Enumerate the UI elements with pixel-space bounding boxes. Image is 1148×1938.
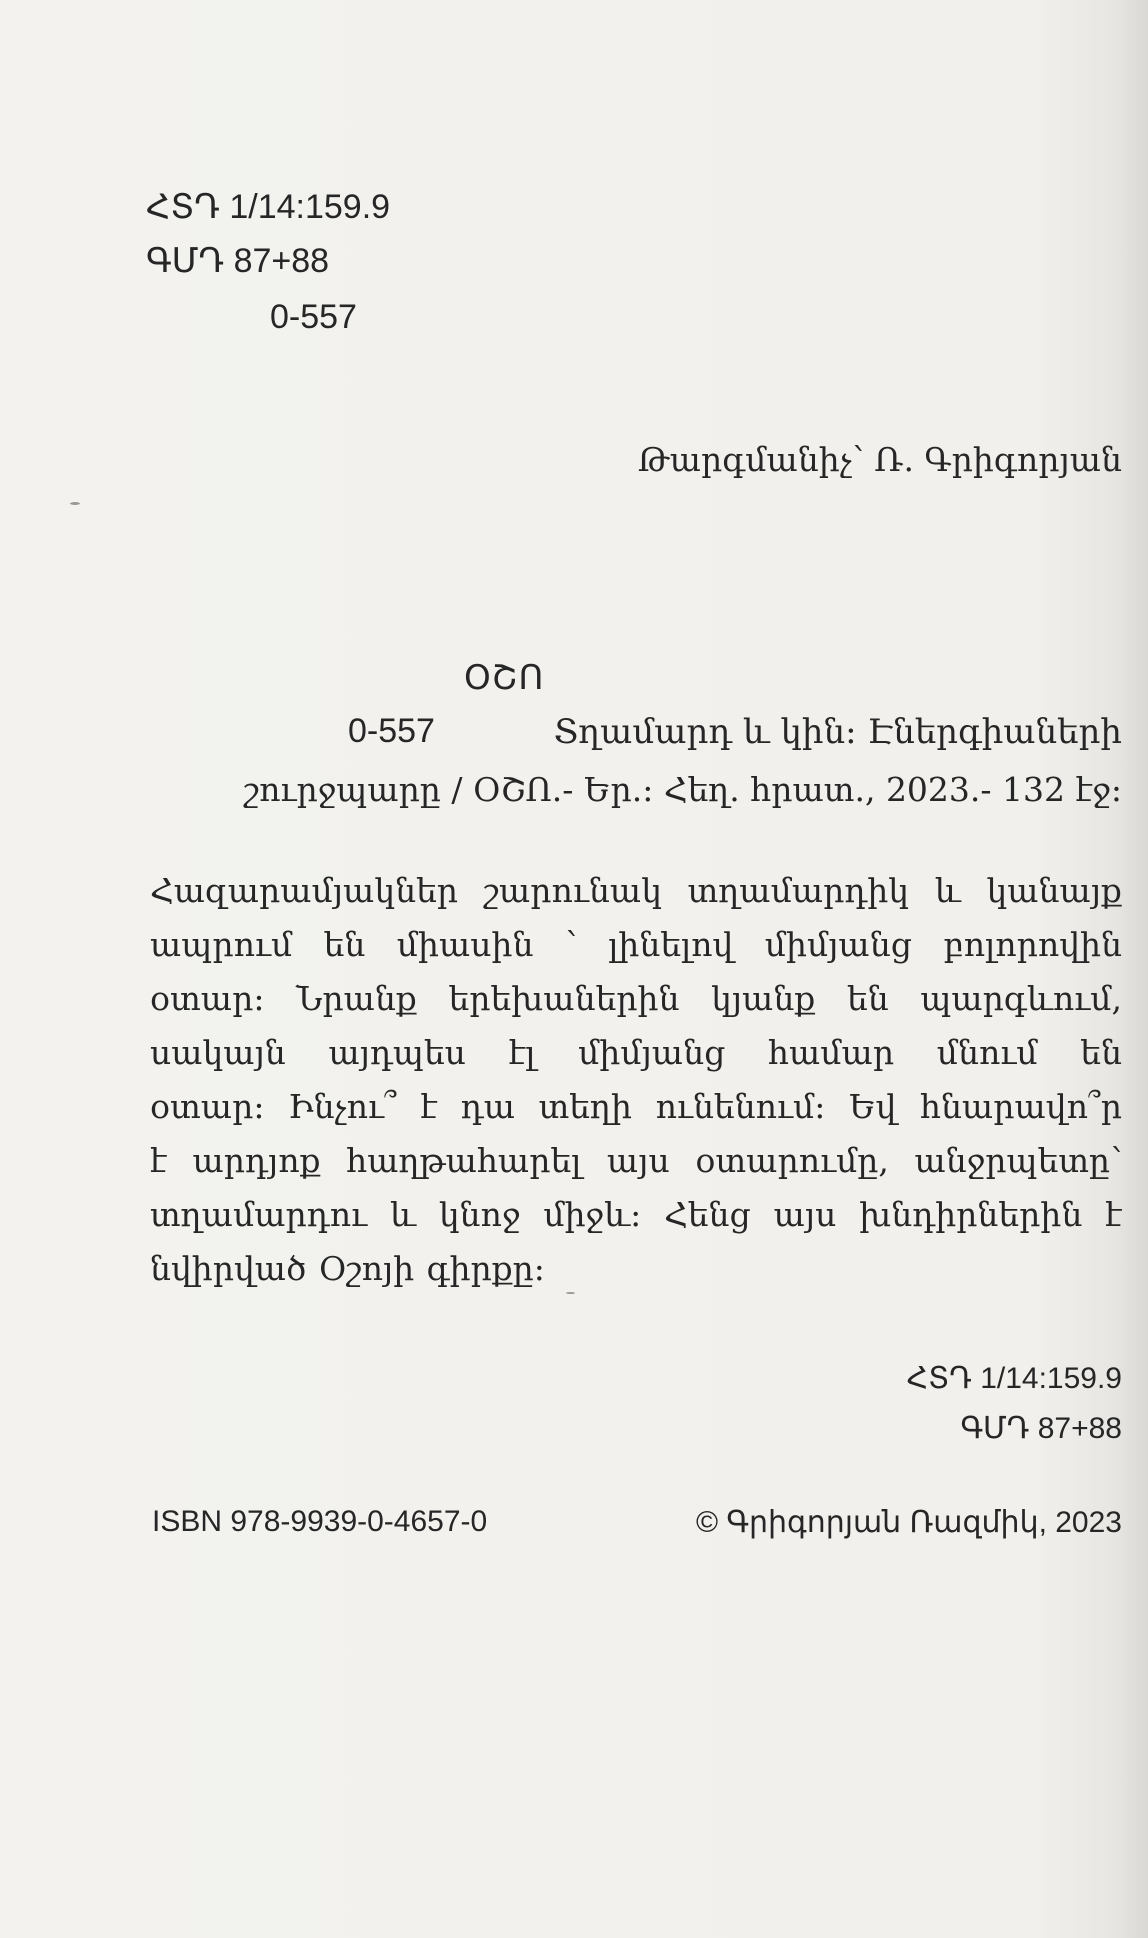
paper-speck	[566, 1292, 575, 1294]
classification-codes-top	[146, 180, 390, 344]
author-mark: 0-557	[270, 298, 357, 336]
catalog-heading: ՕՇՈ	[464, 659, 545, 697]
isbn-number: ISBN 978-9939-0-4657-0	[152, 1505, 488, 1538]
annotation-line: նվիրված Օշոյի գիրքը:	[150, 1249, 545, 1288]
annotation-line: սակայն այդպես էլ միմյանց համար մնում են	[150, 1033, 1122, 1072]
copyright-notice: © Գրիգորյան Ռազմիկ, 2023	[695, 1506, 1122, 1539]
gmd-code: ԳՄԴ 87+88	[960, 1412, 1122, 1445]
gmd-code: ԳՄԴ 87+88	[146, 242, 330, 280]
annotation-line: Հազարամյակներ շարունակ տղամարդիկ և կանայք	[150, 871, 1122, 910]
catalog-imprint-line: շուրջպարը / ՕՇՈ.- Եր.: Հեղ. հրատ., 2023.- 132 էջ:	[243, 770, 1122, 809]
paper-speck	[70, 502, 80, 505]
annotation-line: օտար: Նրանք երեխաներին կյանք են պարգևում,	[150, 979, 1122, 1018]
classification-codes-bottom	[907, 1354, 1122, 1454]
catalog-author-mark: 0-557	[348, 712, 435, 750]
annotation-paragraph	[150, 864, 1122, 1296]
annotation-line: օտար: Ինչու՞ է դա տեղի ունենում: Եվ հնարավո՞ր	[150, 1087, 1122, 1126]
catalog-title: Տղամարդ և կին: Էներգիաների	[553, 712, 1122, 752]
annotation-line: է արդյոք հաղթահարել այս օտարումը, անջրպետը՝	[150, 1141, 1122, 1180]
catalog-title-line	[348, 712, 1122, 752]
hsd-code: ՀՏԴ 1/14:159.9	[906, 1362, 1122, 1395]
annotation-line: ապրում են միասին ՝ լինելով միմյանց բոլորովին	[150, 925, 1122, 964]
annotation-line: տղամարդու և կնոջ միջև: Հենց այս խնդիրներին է	[150, 1195, 1122, 1234]
translator-credit: Թարգմանիչ՝ Ռ. Գրիգորյան	[637, 440, 1122, 479]
hsd-code: ՀՏԴ 1/14:159.9	[146, 188, 391, 226]
